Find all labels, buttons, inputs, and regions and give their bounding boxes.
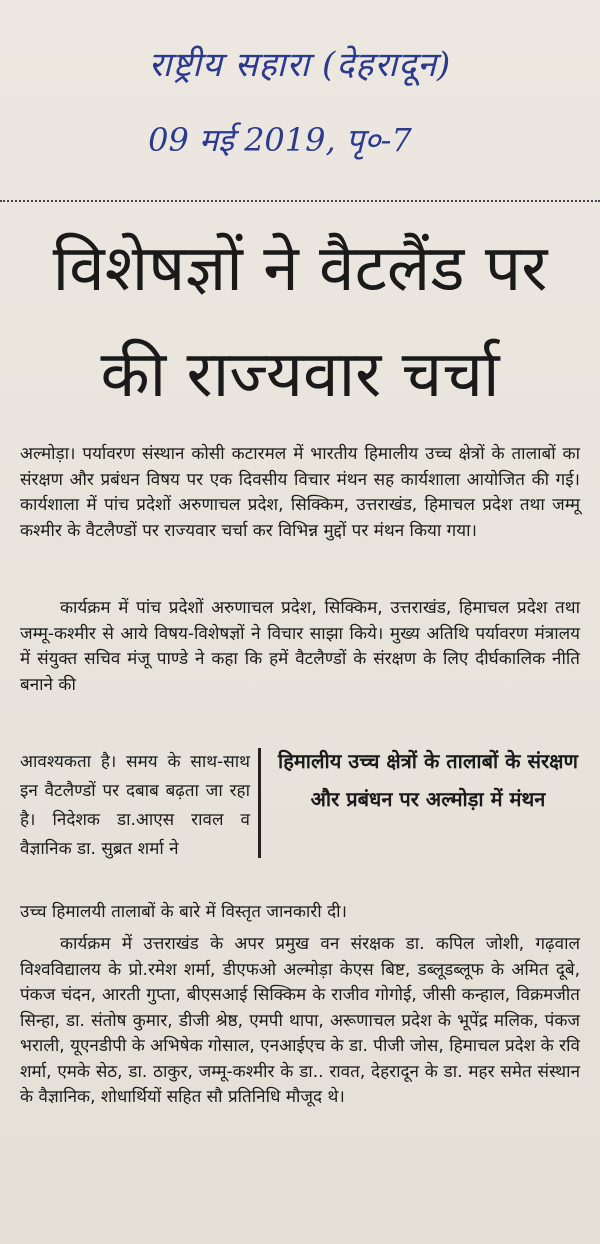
article-paragraph-2: कार्यक्रम में पांच प्रदेशों अरुणाचल प्रदेश, सिक्किम, उत्तराखंड, हिमाचल प्रदेश तथा जम्मू-कश्मीर से आये विषय-विशेषज्ञों ने विचार साझा किये। मुख्य अतिथि पर्यावरण मंत्रालय में संयुक्त सचिव मंजू पाण्डे ने कहा कि हमें वैटलैण्डों के संरक्षण के लिए दीर्घकालिक नीति बनाने की [20, 598, 580, 695]
pullquote-bar [258, 748, 261, 858]
headline-line-1: विशेषज्ञों ने वैटलैंड पर [52, 232, 548, 306]
article-paragraph-2-tail: उच्च हिमालयी तालाबों के बारे में विस्तृत जानकारी दी। [20, 902, 347, 922]
handwritten-source: राष्ट्रीय सहारा (देहरादून) [148, 45, 452, 85]
dotted-divider [0, 200, 600, 202]
handwritten-date-page: 09 मई 2019, पृ०-7 [148, 121, 412, 159]
article-paragraph-2-column: आवश्यकता है। समय के साथ-साथ इन वैटलैण्डों पर दबाब बढ़ता जा रहा है। निदेशक डा.आएस रावल व वैज्ञानिक डा. सुब्रत शर्मा ने [20, 752, 250, 859]
pullquote: हिमालीय उच्च क्षेत्रों के तालाबों के संरक्षण और प्रबंधन पर अल्मोड़ा में मंथन [278, 749, 578, 811]
article-paragraph-1: अल्मोड़ा। पर्यावरण संस्थान कोसी कटारमल में भारतीय हिमालीय उच्च क्षेत्रों के तालाबों का संरक्षण और प्रबंधन विषय पर एक दिवसीय विचार मंथन सह कार्यशाला आयोजित की गई। कार्यशाला में पांच प्रदेशों अरुणाचल प्रदेश, सिक्किम, उत्तराखंड, हिमाचल प्रदेश तथा जम्मू कश्मीर के वैटलैण्डों पर राज्यवार चर्चा कर विभिन्न मुद्दों पर मंथन किया गया। [20, 444, 580, 541]
article-paragraph-3: कार्यक्रम में उत्तराखंड के अपर प्रमुख वन संरक्षक डा. कपिल जोशी, गढ़वाल विश्वविद्यालय के प्रो.रमेश शर्मा, डीएफओ अल्मोड़ा केएस बिष्ट, डब्लूडब्लूफ के अमित दूबे, पंकज चंदन, आरती गुप्ता, बीएसआई सिक्किम के राजीव गोगोई, जीसी कन्हाल, विक्रमजीत सिन्हा, डा. संतोष कुमार, डीजी श्रेष्ठ, एमपी थापा, अरूणाचल प्रदेश के भूपेंद्र मलिक, पंकज भराली, यूएनडीपी के अभिषेक गोसाल, एनआईएच के डा. पीजी जोस, हिमाचल प्रदेश के रवि शर्मा, एमके सेठ, डा. ठाकुर, जम्मू-कश्मीर के डा.. रावत, देहरादून के डा. महर समेत संस्थान के वैज्ञानिक, शोधार्थियों सहित सौ प्रतिनिधि मौजूद थे। [20, 934, 580, 1107]
headline-line-2: की राज्यवार चर्चा [100, 338, 500, 412]
